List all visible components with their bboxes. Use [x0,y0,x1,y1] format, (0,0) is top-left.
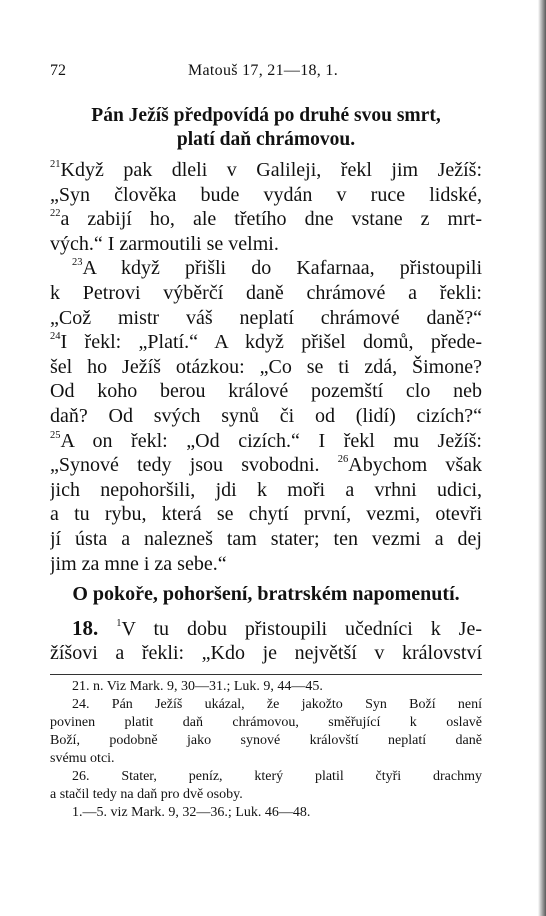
section-heading-line: Pán Ježíš předpovídá po druhé svou smrt, [91,105,441,126]
text-line [50,404,482,429]
footnote-line: 24. Pán Ježíš ukázal, že jakožto Syn Boží není [72,697,482,712]
line-text: šel ho Ježíš otázkou: „Co se ti zdá, Šimone? [50,355,482,378]
chapter-number: 18. [72,616,99,640]
verse-number: 1 [116,618,122,629]
line-text: Když pak dleli v Galileji, řekl jim Ježíš: [60,159,482,181]
footnote-line: svému otci. [50,751,115,766]
line-text: V tu dobu přistoupili učedníci k Je- [121,618,482,640]
line-text: daň? Od svých synů či od (lidí) cizích?“ [50,404,482,427]
verse-number: 24 [50,331,61,343]
text-line [50,453,482,478]
text-line [50,232,482,257]
text-line [50,158,482,183]
text-line [50,502,482,527]
line-text: „Synové tedy jsou svobodni. [50,454,320,477]
line-text: „Což mistr váš neplatí chrámové daně?“ [50,306,482,329]
line-text: „Syn člověka bude vydán v ruce lidské, [50,183,482,206]
page-edge-shadow [538,0,546,916]
body-text [50,158,482,576]
footnote-line: 21. n. Viz Mark. 9, 30—31.; Luk. 9, 44—45. [72,679,323,694]
text-line [50,330,482,355]
line-text: Abychom však [348,454,482,477]
text-line [50,306,482,331]
footnote-line: 1.—5. viz Mark. 9, 32—36.; Luk. 46—48. [72,805,311,820]
footnote-line: a stačil tedy na daň pro dvě osoby. [50,787,243,802]
verse-number: 21 [50,159,61,170]
line-text: vých.“ I zarmoutili se velmi. [50,232,279,255]
running-head [50,62,480,84]
footnote-rule [50,674,482,675]
footnotes [50,678,482,822]
text-line [50,478,482,503]
footnote-line: Boží, podobně jako synové královští neplatí daně [50,733,482,748]
text-line [50,281,482,306]
line-text: a zabijí ho, ale třetího dne vstane z mrt- [60,208,482,231]
text-line [50,429,482,454]
line-text: jich nepohoršili, jdi k moři a vrhni udici, [50,478,482,501]
section-heading: O pokoře, pohoršení, bratrském napomenutí. [72,583,460,605]
page-number: 72 [50,62,66,79]
verse-number: 22 [50,208,61,220]
text-line [50,355,482,380]
line-text: k Petrovi výběrčí daně chrámové a řekli: [50,281,482,304]
footnote-line: povinen platit daň chrámovou, směřující k oslavě [50,715,482,730]
text-line [50,641,482,666]
line-text: A on řekl: „Od cizích.“ I řekl mu Ježíš: [60,429,482,452]
line-text: jim za mne i za sebe.“ [50,552,227,575]
verse-number: 25 [50,429,61,441]
line-text: žíšovi a řekli: „Kdo je největší v království [50,642,482,664]
verse-number: 26 [337,454,349,466]
section-heading-line: platí daň chrámovou. [176,129,356,150]
verse-number: 23 [72,257,83,269]
section-heading [50,104,482,152]
text-line [50,207,482,232]
chapter-start [50,616,482,666]
text-line [50,616,482,641]
footnote-line: 26. Stater, peníz, který platil čtyři drachmy [72,769,482,784]
running-head-reference: Matouš 17, 21—18, 1. [188,62,338,79]
text-line [50,527,482,552]
text-line [50,552,482,577]
line-text: jí ústa a nalezneš tam stater; ten vezmi a dej [50,527,482,550]
text-line [50,256,482,281]
line-text: A když přišli do Kafarnaa, přistoupili [82,257,482,280]
text-line [50,183,482,208]
text-line [50,379,482,404]
line-text: I řekl: „Platí.“ A když přišel domů, přede- [60,331,482,354]
line-text: a tu rybu, která se chytí první, vezmi, otevři [50,503,482,526]
line-text: Od koho berou králové pozemští clo neb [50,380,482,403]
